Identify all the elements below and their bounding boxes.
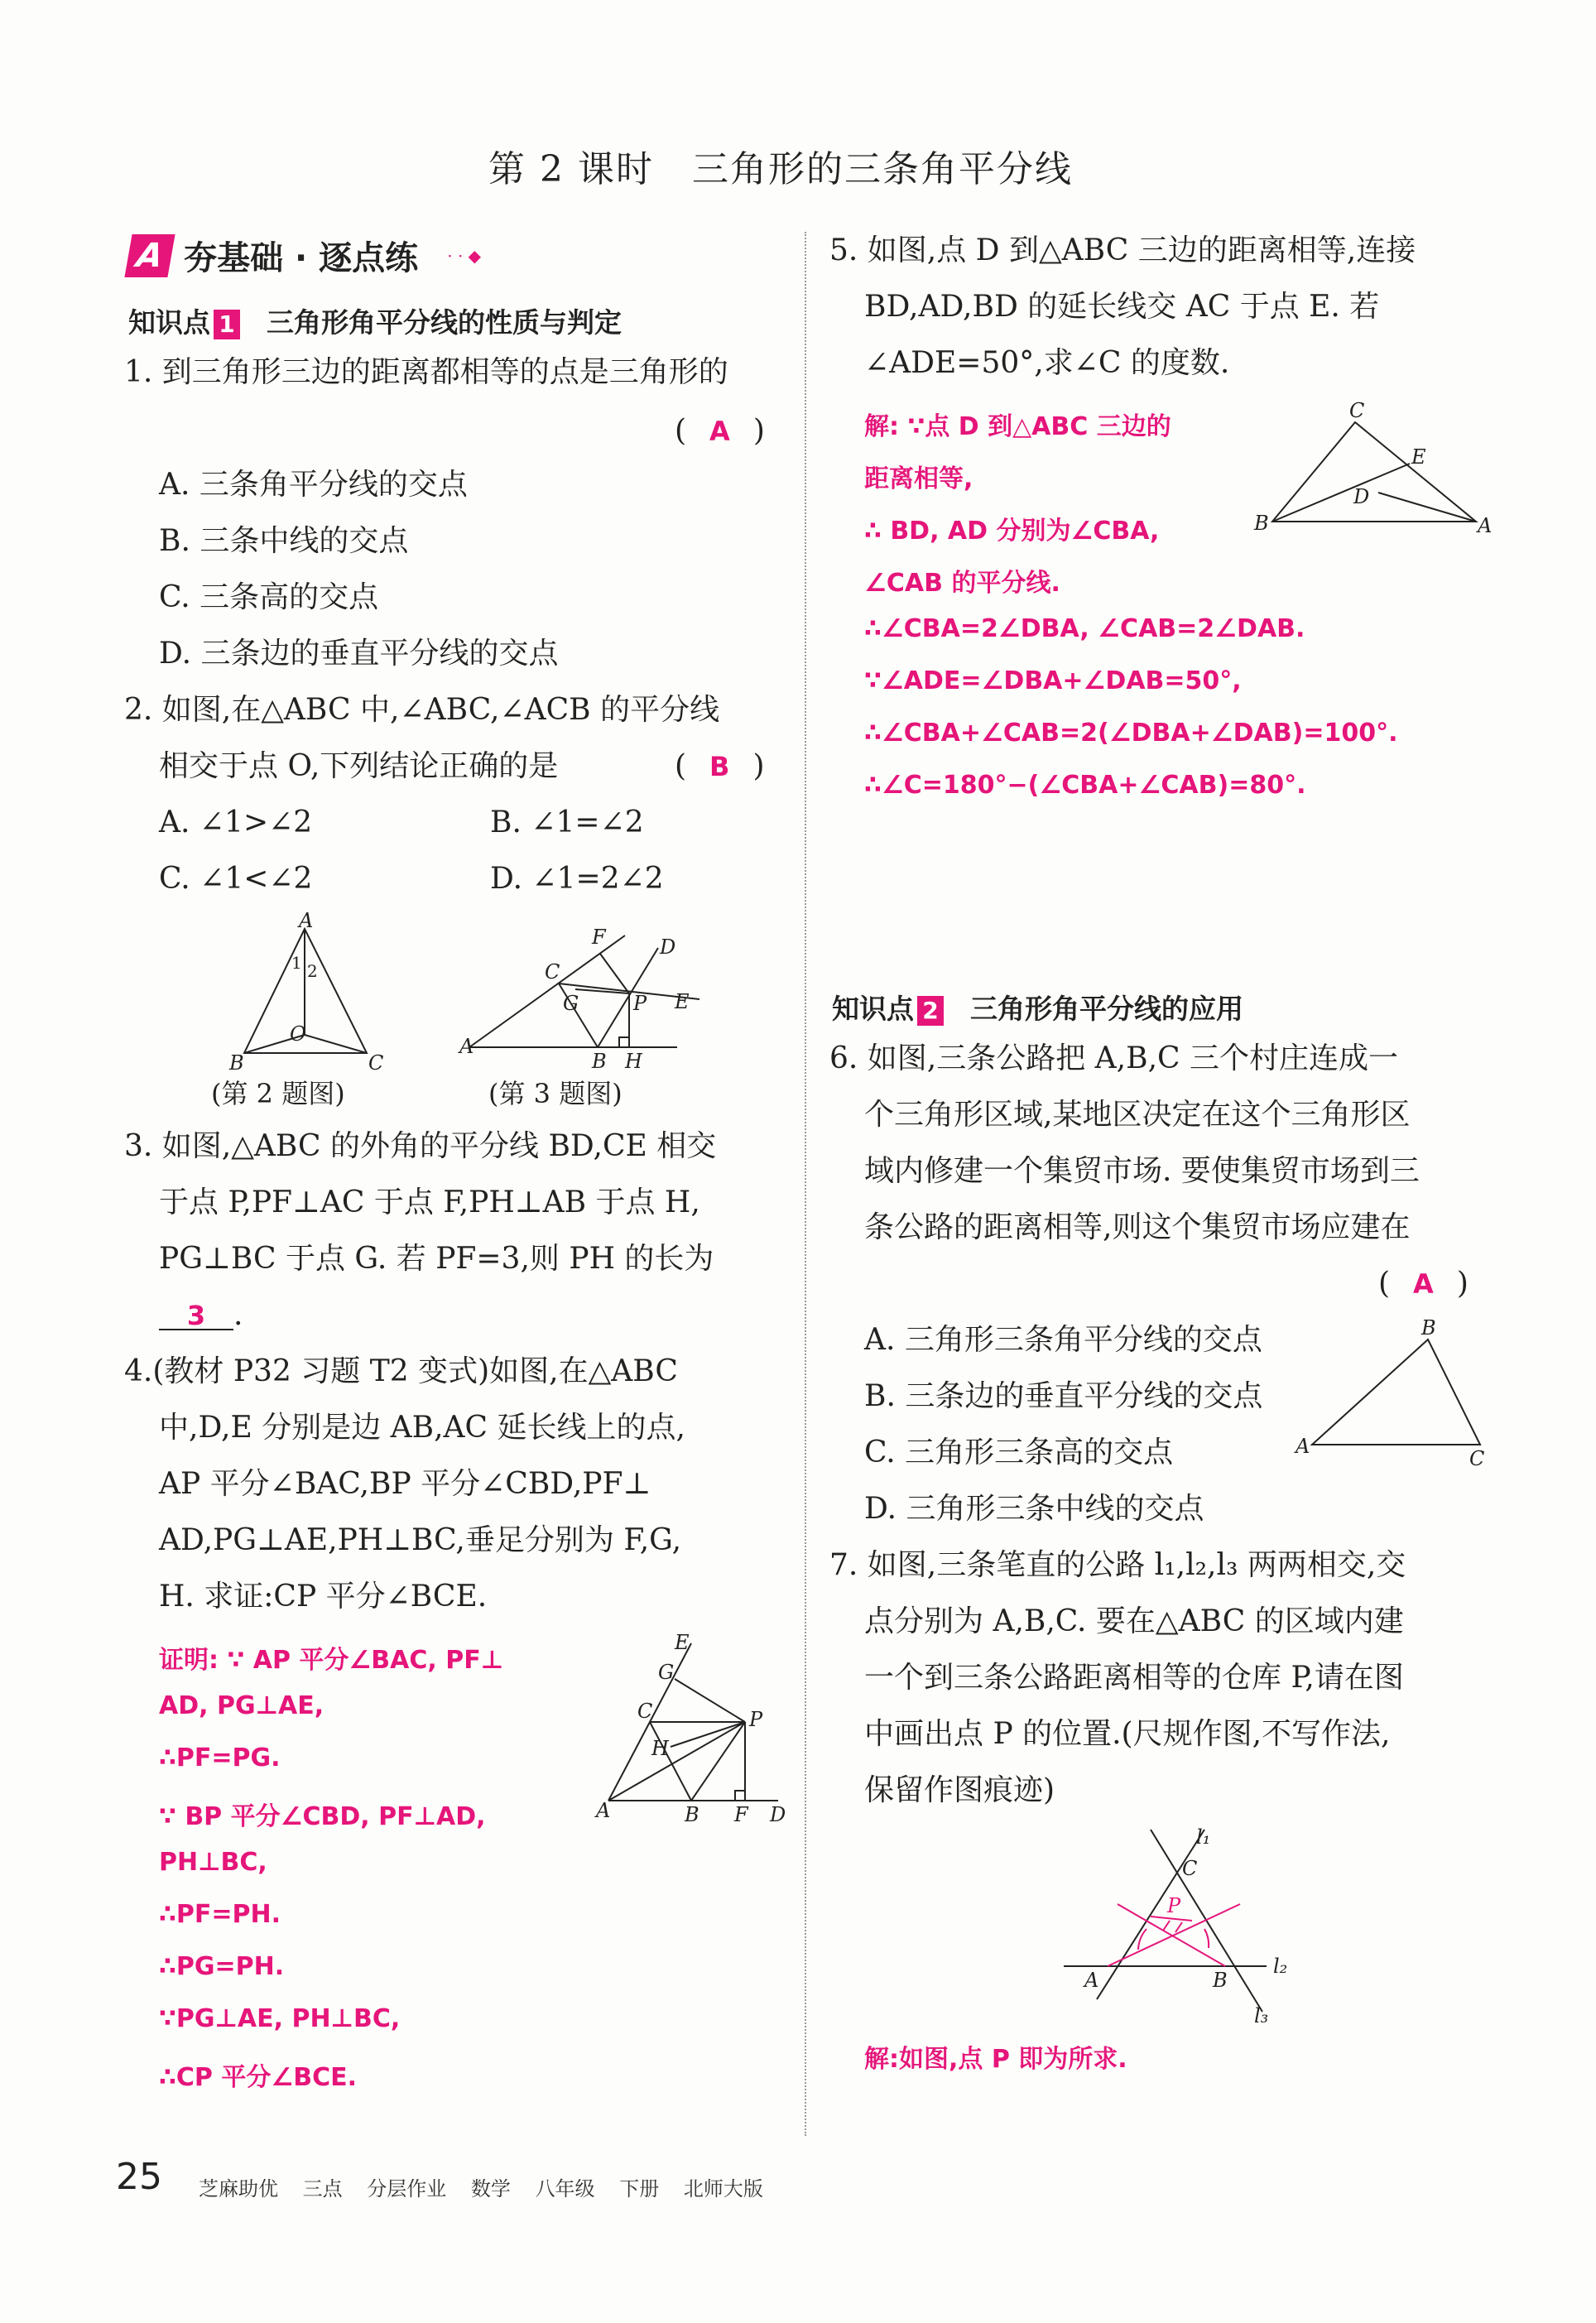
fig3-label-p: P	[633, 992, 647, 1015]
footer-item: 三点	[302, 2177, 343, 2200]
fig4-label-e: E	[675, 1631, 690, 1654]
fig6-label-a: A	[1296, 1435, 1310, 1458]
fig7-label-b: B	[1213, 1969, 1228, 1992]
figures-2-3	[211, 911, 699, 1109]
q4-line5: H. 求证:CP 平分∠BCE.	[159, 1580, 488, 1614]
q4-proof-3: ∴PF=PG.	[159, 1743, 281, 1772]
q3-answer-line: 3 .	[159, 1301, 243, 1330]
q1-answer: A	[709, 416, 730, 447]
fig5-label-d: D	[1353, 485, 1370, 508]
q3-line1: 3. 如图,△ABC 的外角的平分线 BD,CE 相交	[124, 1129, 717, 1163]
q1-answer-paren: ( A )	[675, 414, 765, 448]
fig3-label-a: A	[459, 1035, 474, 1058]
q3-answer: 3	[159, 1302, 233, 1330]
fig4-label-h: H	[651, 1737, 669, 1760]
fig7-label-l3: l₃	[1254, 2004, 1269, 2024]
q6-line4: 条公路的距离相等,则这个集贸市场应建在	[864, 1210, 1411, 1244]
q7-solution: 解:如图,点 P 即为所求.	[864, 2045, 1127, 2074]
fig3-label-f: F	[592, 926, 606, 949]
q6-line1: 6. 如图,三条公路把 A,B,C 三个村庄连成一	[829, 1041, 1399, 1075]
fig7-label-a: A	[1084, 1969, 1099, 1992]
figure-7	[1060, 1825, 1291, 2024]
q2-answer: B	[709, 751, 730, 782]
q5-solution-4: ∠CAB 的平分线.	[864, 569, 1060, 598]
fig3-label-c: C	[545, 960, 560, 984]
q6-option-c: C. 三角形三条高的交点	[864, 1436, 1174, 1469]
section-title: 夯基础 · 逐点练	[184, 239, 419, 277]
figure-6	[1279, 1316, 1498, 1474]
figure-4	[592, 1631, 795, 1830]
fig2-angle-1: 1	[291, 953, 302, 973]
q4-line2: 中,D,E 分别是边 AB,AC 延长线上的点,	[159, 1411, 685, 1445]
q2-option-a: A. ∠1>∠2	[159, 806, 313, 839]
q3-line3: PG⊥BC 于点 G. 若 PF=3,则 PH 的长为	[159, 1242, 714, 1276]
fig4-label-d: D	[770, 1803, 786, 1826]
q6-option-b: B. 三条边的垂直平分线的交点	[864, 1379, 1263, 1413]
q2-line2: 相交于点 O,下列结论正确的是	[159, 749, 559, 783]
q6-answer: A	[1413, 1268, 1434, 1300]
footer-item: 数学	[470, 2177, 511, 2200]
fig3-label-b: B	[592, 1050, 607, 1073]
q4-line4: AD,PG⊥AE,PH⊥BC,垂足分别为 F,G,	[159, 1523, 682, 1557]
fig3-caption: (第 3 题图)	[488, 1078, 623, 1109]
q2-line1: 2. 如图,在△ABC 中,∠ABC,∠ACB 的平分线	[124, 693, 720, 727]
knowledge-point-1	[128, 301, 622, 340]
q6-line2: 个三角形区域,某地区决定在这个三角形区	[864, 1098, 1411, 1132]
fig4-label-f: F	[734, 1803, 748, 1826]
knowledge-point-2	[832, 988, 1243, 1027]
q2-option-d: D. ∠1=2∠2	[490, 862, 664, 896]
q5-line3: ∠ADE=50°,求∠C 的度数.	[864, 346, 1230, 380]
fig3-label-g: G	[563, 992, 579, 1015]
fig3-label-e: E	[675, 990, 690, 1013]
q6-line3: 域内修建一个集贸市场. 要使集贸市场到三	[864, 1154, 1420, 1188]
footer-item: 芝麻助优	[199, 2177, 278, 2200]
q5-solution-5: ∴∠CBA=2∠DBA, ∠CAB=2∠DAB.	[864, 614, 1305, 643]
q7-line3: 一个到三条公路距离相等的仓库 P,请在图	[864, 1661, 1404, 1695]
q1-option-a: A. 三条角平分线的交点	[159, 468, 468, 502]
q5-solution-2: 距离相等,	[864, 464, 973, 493]
q7-line5: 保留作图痕迹)	[864, 1773, 1055, 1807]
fig6-label-b: B	[1421, 1316, 1436, 1339]
fig7-label-l2: l₂	[1273, 1955, 1288, 1978]
q7-line4: 中画出点 P 的位置.(尺规作图,不写作法,	[864, 1717, 1391, 1751]
fig4-label-b: B	[685, 1803, 699, 1826]
q2-answer-paren: ( B )	[675, 749, 765, 783]
q1-option-b: B. 三条中线的交点	[159, 524, 409, 558]
q4-proof-7: ∴PG=PH.	[159, 1952, 285, 1981]
kp2-title: 三角形角平分线的应用	[970, 993, 1243, 1025]
q5-solution-8: ∴∠C=180°−(∠CBA+∠CAB)=80°.	[864, 771, 1306, 800]
footer-item: 北师大版	[683, 2177, 763, 2200]
q6-answer-paren: ( A )	[1378, 1267, 1469, 1301]
footer-info	[199, 2172, 763, 2201]
q2-option-b: B. ∠1=∠2	[490, 806, 644, 839]
fig7-label-c: C	[1182, 1857, 1198, 1880]
q2-option-c: C. ∠1<∠2	[159, 862, 313, 896]
q5-solution-3: ∴ BD, AD 分别为∠CBA,	[864, 517, 1160, 546]
q1-option-c: C. 三条高的交点	[159, 580, 379, 614]
fig4-label-a: A	[596, 1799, 611, 1822]
column-divider	[805, 232, 806, 2136]
fig2-label-a: A	[299, 911, 314, 932]
section-header	[128, 232, 481, 279]
q4-proof-2: AD, PG⊥AE,	[159, 1691, 324, 1720]
q1-option-d: D. 三条边的垂直平分线的交点	[159, 637, 559, 671]
fig5-label-e: E	[1411, 445, 1426, 469]
fig2-angle-2: 2	[307, 961, 318, 981]
q7-line1: 7. 如图,三条笔直的公路 l₁,l₂,l₃ 两两相交,交	[829, 1548, 1406, 1582]
q6-option-d: D. 三角形三条中线的交点	[864, 1492, 1204, 1526]
fig5-label-c: C	[1349, 399, 1365, 422]
fig4-label-g: G	[658, 1661, 675, 1684]
q5-solution-1: 解: ∵点 D 到△ABC 三边的	[864, 412, 1171, 441]
figure-5	[1246, 397, 1494, 538]
q1-stem: 1. 到三角形三边的距离都相等的点是三角形的	[124, 355, 728, 389]
kp2-number-badge: 2	[917, 996, 944, 1026]
q4-line1: 4.(教材 P32 习题 T2 变式)如图,在△ABC	[124, 1354, 678, 1388]
q4-proof-1: 证明: ∵ AP 平分∠BAC, PF⊥	[159, 1646, 504, 1675]
q4-proof-5: PH⊥BC,	[159, 1848, 267, 1877]
footer-item: 八年级	[535, 2177, 595, 2200]
fig3-label-d: D	[660, 935, 676, 959]
fig4-label-c: C	[637, 1700, 653, 1723]
fig7-label-l1: l₁	[1196, 1825, 1211, 1849]
q5-solution-6: ∵∠ADE=∠DBA+∠DAB=50°,	[864, 666, 1242, 695]
q4-proof-8: ∵PG⊥AE, PH⊥BC,	[159, 2004, 401, 2033]
q3-line2: 于点 P,PF⊥AC 于点 F,PH⊥AB 于点 H,	[159, 1186, 700, 1219]
fig6-label-c: C	[1469, 1447, 1485, 1470]
fig4-label-p: P	[749, 1708, 763, 1731]
q5-line2: BD,AD,BD 的延长线交 AC 于点 E. 若	[864, 290, 1380, 324]
footer-item: 分层作业	[367, 2177, 447, 2200]
q4-proof-9: ∴CP 平分∠BCE.	[159, 2063, 357, 2092]
q4-proof-4: ∵ BP 平分∠CBD, PF⊥AD,	[159, 1802, 486, 1831]
fig7-label-p: P	[1167, 1894, 1181, 1917]
page-title: 第 2 课时 三角形的三条角平分线	[488, 148, 1073, 190]
footer-item: 下册	[619, 2177, 660, 2200]
fig2-label-b: B	[229, 1051, 244, 1075]
q5-line1: 5. 如图,点 D 到△ABC 三边的距离相等,连接	[829, 233, 1416, 267]
q4-proof-6: ∴PF=PH.	[159, 1900, 281, 1929]
fig2-label-c: C	[368, 1051, 384, 1075]
q4-line3: AP 平分∠BAC,BP 平分∠CBD,PF⊥	[159, 1467, 651, 1501]
fig2-caption: (第 2 题图)	[211, 1078, 345, 1109]
kp2-label: 知识点	[832, 993, 914, 1025]
page-number: 25	[116, 2156, 162, 2198]
section-letter-badge: A	[124, 234, 175, 277]
decorative-dots-icon: · · ◆	[447, 245, 482, 266]
fig5-label-a: A	[1478, 514, 1493, 537]
kp-label: 知识点	[128, 306, 210, 339]
q5-solution-7: ∴∠CBA+∠CAB=2(∠DBA+∠DAB)=100°.	[864, 719, 1398, 748]
kp-title: 三角形角平分线的性质与判定	[267, 306, 622, 339]
q7-line2: 点分别为 A,B,C. 要在△ABC 的区域内建	[864, 1604, 1404, 1638]
fig2-label-o: O	[290, 1022, 306, 1046]
fig3-label-h: H	[625, 1050, 642, 1073]
fig5-label-b: B	[1254, 512, 1269, 535]
kp-number-badge: 1	[214, 310, 240, 339]
q6-option-a: A. 三角形三条角平分线的交点	[864, 1323, 1262, 1357]
